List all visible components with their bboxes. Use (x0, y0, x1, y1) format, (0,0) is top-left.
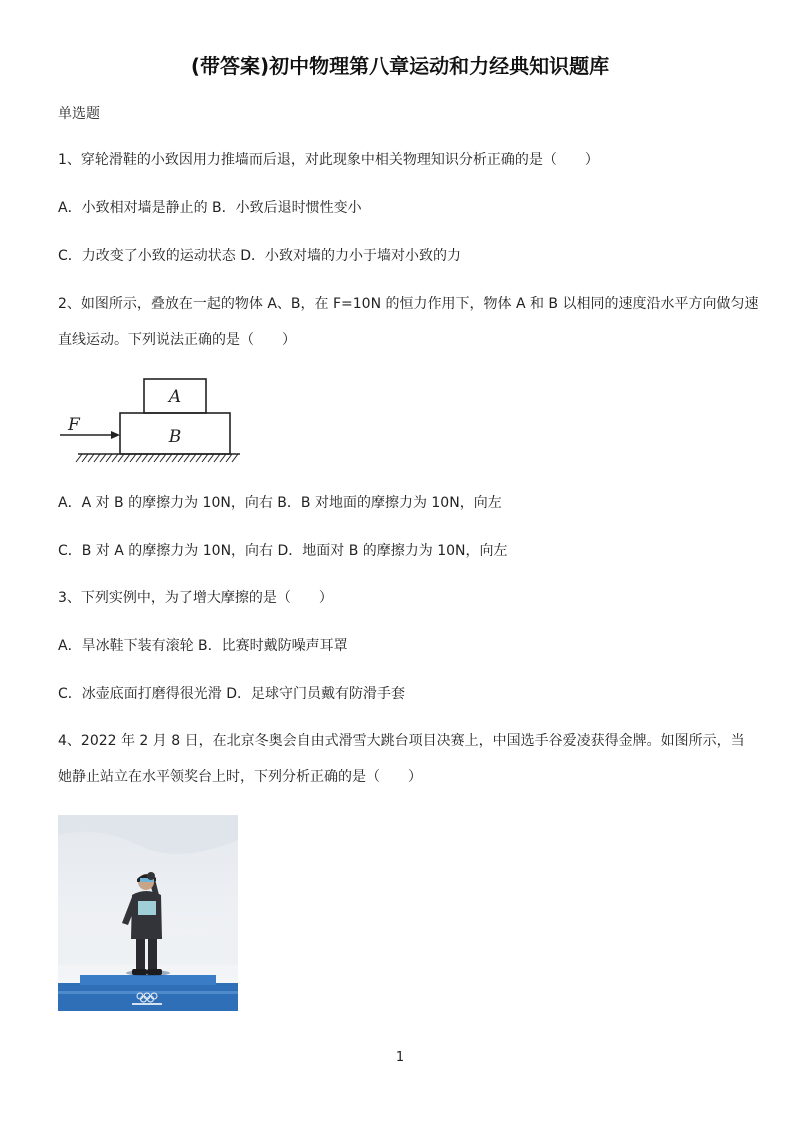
question-1-stem: 1、穿轮滑鞋的小致因用力推墙而后退，对此现象中相关物理知识分析正确的是（ ） (58, 152, 599, 168)
block-a-label: A (168, 387, 182, 407)
hatch-line (202, 454, 208, 462)
podium-step (80, 975, 216, 985)
question-1-options-cd: C．力改变了小致的运动状态 D．小致对墙的力小于墙对小致的力 (58, 248, 462, 264)
hatch-line (166, 454, 172, 462)
hatch-line (136, 454, 142, 462)
stacked-blocks-diagram (58, 372, 248, 464)
question-2-options-cd: C．B 对 A 的摩擦力为 10N，向右 D．地面对 B 的摩擦力为 10N，向左 (58, 543, 508, 559)
block-b-label: B (168, 427, 182, 447)
hatch-line (148, 454, 154, 462)
hatch-line (190, 454, 196, 462)
hatch-line (118, 454, 124, 462)
hatch-line (178, 454, 184, 462)
question-3-stem: 3、下列实例中，为了增大摩擦的是（ ） (58, 590, 333, 606)
question-4-stem-line-1: 4、2022 年 2 月 8 日，在北京冬奥会自由式滑雪大跳台项目决赛上，中国选手谷爱凌获得金牌。如图所示，当 (58, 733, 745, 749)
hatch-line (184, 454, 190, 462)
hatch-line (226, 454, 232, 462)
athlete-on-podium-photo (58, 815, 238, 1011)
document-title: (带答案)初中物理第八章运动和力经典知识题库 (190, 54, 610, 78)
hatch-line (124, 454, 130, 462)
hatch-line (160, 454, 166, 462)
hatch-line (214, 454, 220, 462)
question-2-options-ab: A．A 对 B 的摩擦力为 10N，向右 B．B 对地面的摩擦力为 10N，向左 (58, 495, 502, 511)
hatch-line (112, 454, 118, 462)
hatch-line (196, 454, 202, 462)
hatch-line (154, 454, 160, 462)
hatch-line (100, 454, 106, 462)
hatch-line (130, 454, 136, 462)
force-label: F (68, 415, 80, 435)
hatch-line (76, 454, 82, 462)
question-3-options-ab: A．旱冰鞋下装有滚轮 B．比赛时戴防噪声耳罩 (58, 638, 348, 654)
hatch-line (232, 454, 238, 462)
hatch-line (172, 454, 178, 462)
hatch-line (220, 454, 226, 462)
question-3-options-cd: C．冰壶底面打磨得很光滑 D．足球守门员戴有防滑手套 (58, 686, 406, 702)
hatch-line (106, 454, 112, 462)
hatch-line (88, 454, 94, 462)
hatch-line (94, 454, 100, 462)
hatch-line (82, 454, 88, 462)
ground-hatching (76, 454, 238, 462)
question-1-options-ab: A．小致相对墙是静止的 B．小致后退时惯性变小 (58, 200, 362, 216)
question-4-stem-line-2: 她静止站立在水平领奖台上时，下列分析正确的是（ ） (58, 769, 422, 785)
force-arrow-head (111, 431, 120, 439)
page-number: 1 (395, 1050, 405, 1065)
question-2-stem-line-2: 直线运动。下列说法正确的是（ ） (58, 332, 296, 348)
question-2-stem-line-1: 2、如图所示，叠放在一起的物体 A、B，在 F=10N 的恒力作用下，物体 A 和 B 以相同的速度沿水平方向做匀速 (58, 296, 759, 312)
section-heading: 单选题 (58, 106, 100, 122)
hatch-line (208, 454, 214, 462)
hatch-line (142, 454, 148, 462)
